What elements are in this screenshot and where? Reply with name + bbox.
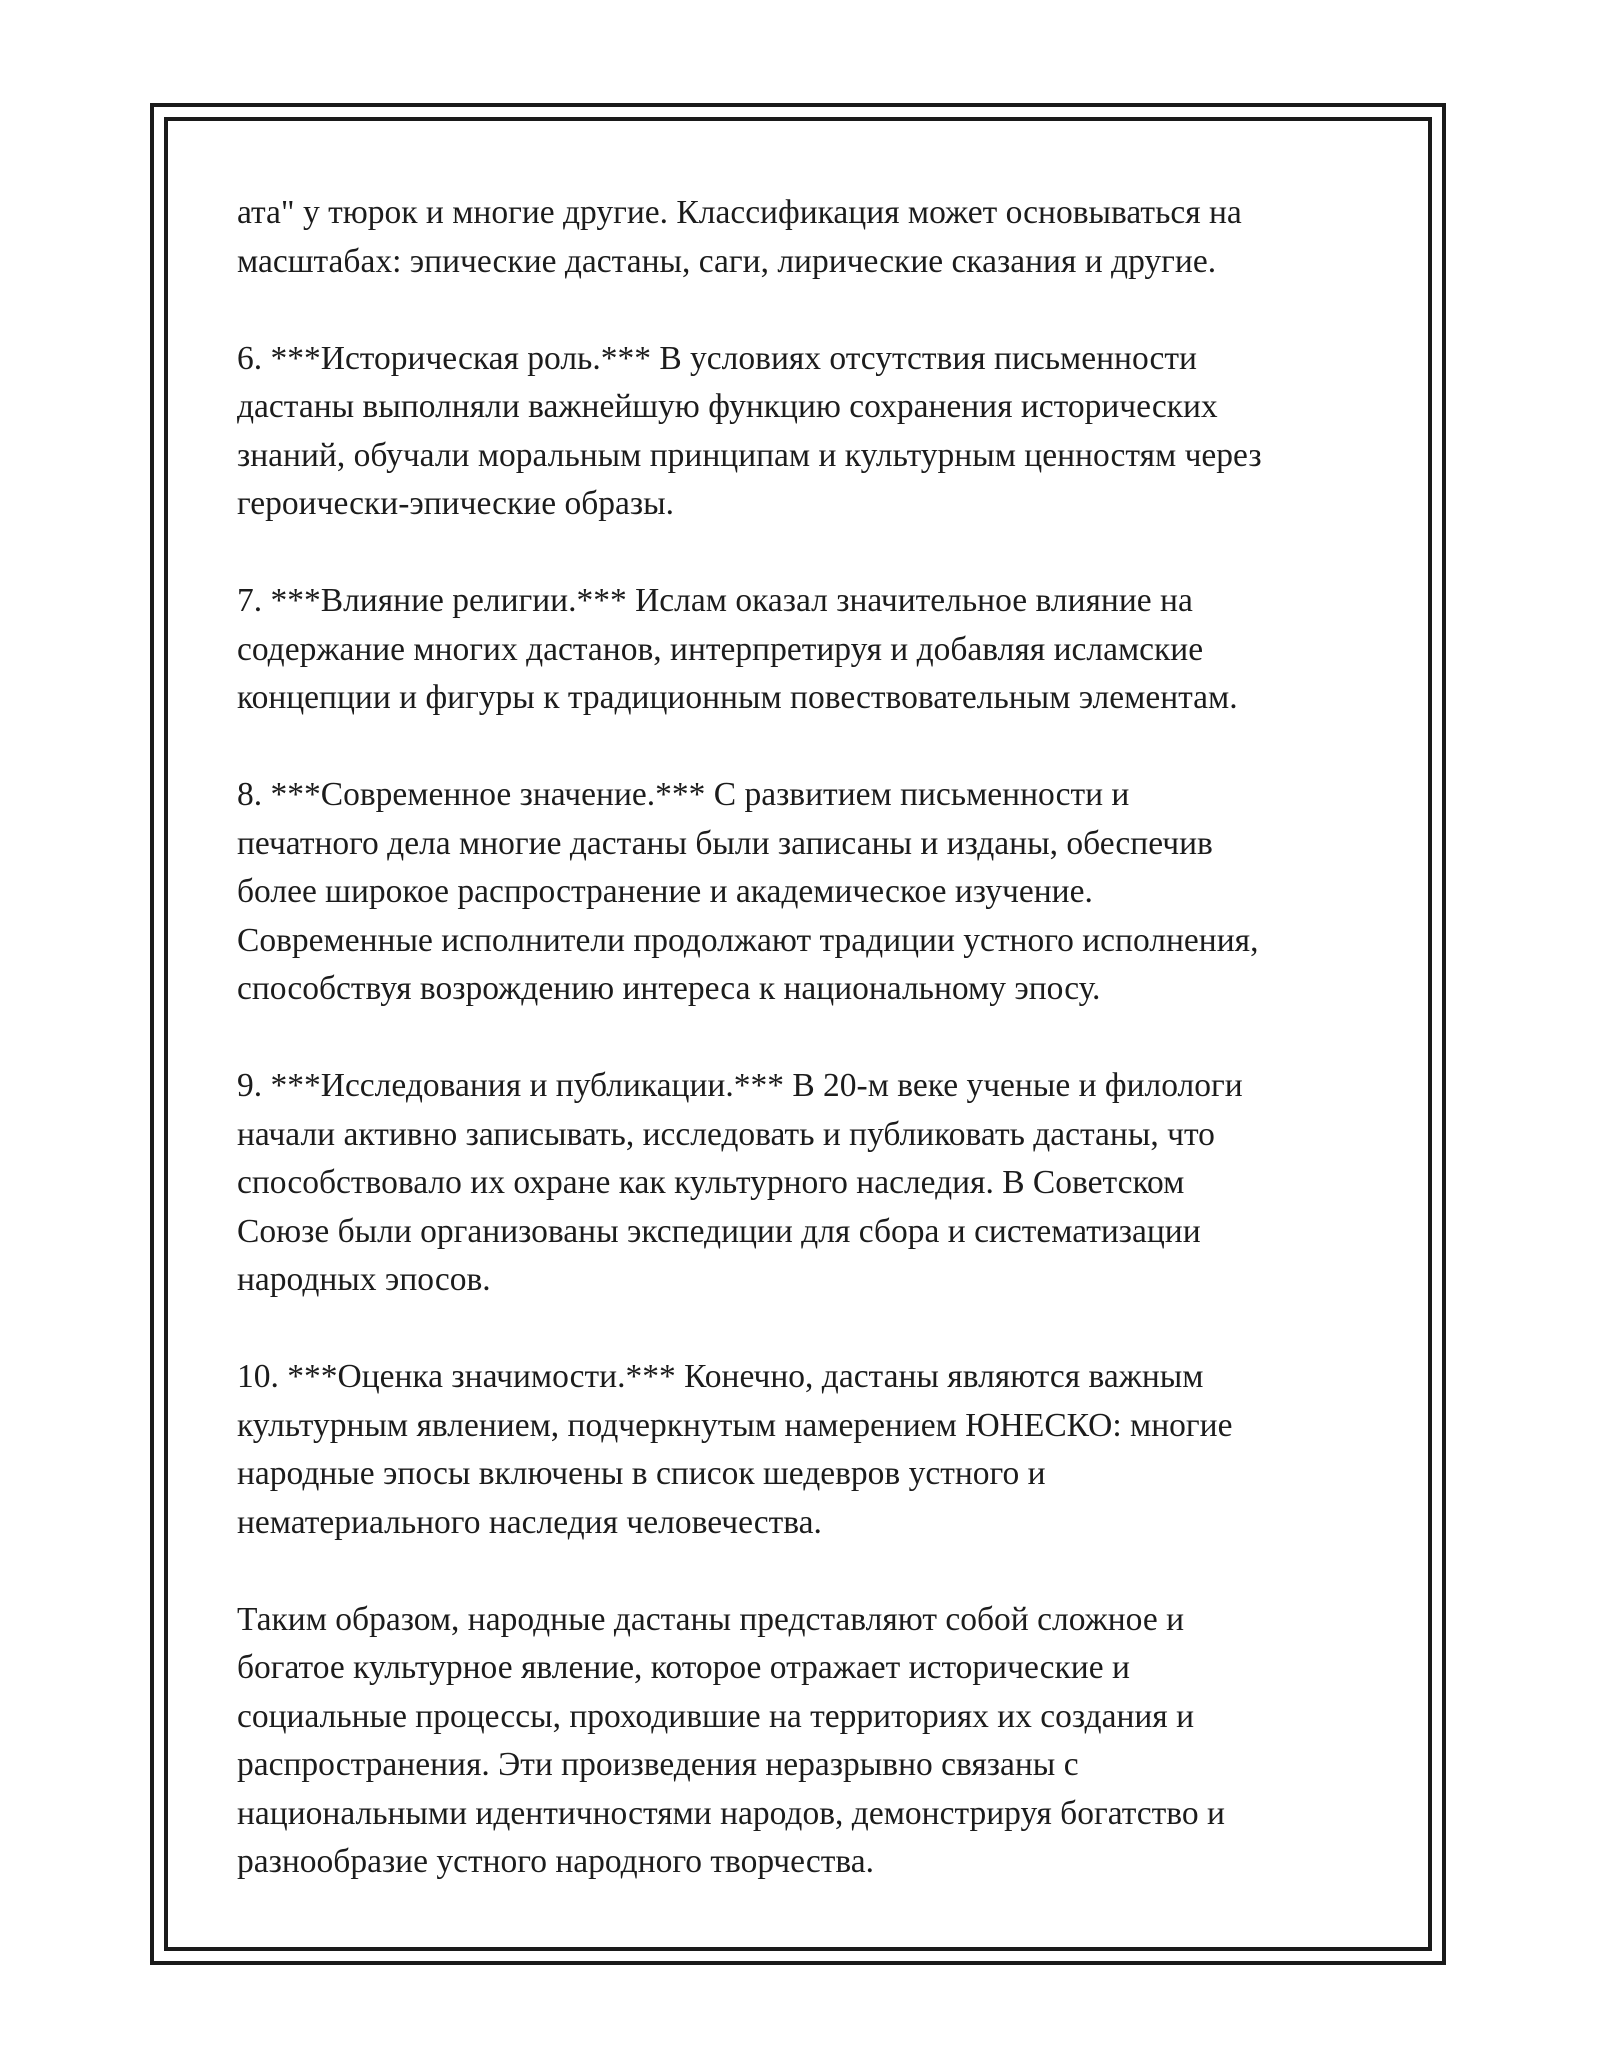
- text-line: печатного дела многие дастаны были записаны и изданы, обеспечив: [237, 824, 1213, 862]
- text-line: 6. ***Историческая роль.*** В условиях отсутствия письменности: [237, 339, 1197, 377]
- text-line: начали активно записывать, исследовать и публиковать дастаны, что: [237, 1115, 1215, 1153]
- text-line: богатое культурное явление, которое отражает исторические и: [237, 1649, 1130, 1686]
- text-line: 8. ***Современное значение.*** С развитием письменности и: [237, 776, 1130, 813]
- text-line: способствуя возрождению интереса к национальному эпосу.: [237, 970, 1101, 1007]
- paragraph-modern-significance: [237, 771, 1387, 1014]
- paragraph-religion-influence: [237, 577, 1387, 723]
- paragraph-classification: [237, 189, 1387, 286]
- text-line: масштабах: эпические дастаны, саги, лирические сказания и другие.: [237, 242, 1217, 280]
- text-line: культурным явлением, подчеркнутым намерением ЮНЕСКО: многие: [237, 1406, 1233, 1444]
- paragraph-research-publications: [237, 1062, 1387, 1305]
- text-line: социальные процессы, проходившие на территориях их создания и: [237, 1697, 1195, 1735]
- text-line: дастаны выполняли важнейшую функцию сохранения исторических: [237, 388, 1218, 425]
- text-line: Современные исполнители продолжают традиции устного исполнения,: [237, 921, 1259, 959]
- text-line: 10. ***Оценка значимости.*** Конечно, дастаны являются важным: [237, 1358, 1204, 1395]
- text-line: 7. ***Влияние религии.*** Ислам оказал значительное влияние на: [237, 582, 1193, 619]
- document-body: [237, 189, 1387, 1935]
- text-line: разнообразие устного народного творчества.: [237, 1843, 874, 1880]
- text-line: народные эпосы включены в список шедевров устного и: [237, 1455, 1046, 1492]
- text-line: концепции и фигуры к традиционным повествовательным элементам.: [237, 679, 1238, 716]
- text-line: ата" у тюрок и многие другие. Классификация может основываться на: [237, 194, 1242, 231]
- text-line: распространения. Эти произведения неразрывно связаны с: [237, 1746, 1079, 1783]
- text-line: нематериального наследия человечества.: [237, 1503, 822, 1541]
- text-line: 9. ***Исследования и публикации.*** В 20-м веке ученые и филологи: [237, 1067, 1243, 1104]
- paragraph-significance-assessment: [237, 1353, 1387, 1547]
- text-line: национальными идентичностями народов, демонстрируя богатство и: [237, 1794, 1225, 1832]
- text-line: более широкое распространение и академическое изучение.: [237, 873, 1093, 910]
- text-line: знаний, обучали моральным принципам и культурным ценностям через: [237, 436, 1262, 474]
- text-line: содержание многих дастанов, интерпретируя и добавляя исламские: [237, 630, 1204, 668]
- paragraph-conclusion: [237, 1596, 1387, 1887]
- text-line: Таким образом, народные дастаны представляют собой сложное и: [237, 1600, 1185, 1638]
- text-line: народных эпосов.: [237, 1261, 491, 1298]
- text-line: героически-эпические образы.: [237, 485, 675, 522]
- paragraph-historical-role: [237, 335, 1387, 529]
- text-line: Союзе были организованы экспедиции для сбора и систематизации: [237, 1212, 1201, 1250]
- text-line: способствовало их охране как культурного наследия. В Советском: [237, 1164, 1185, 1201]
